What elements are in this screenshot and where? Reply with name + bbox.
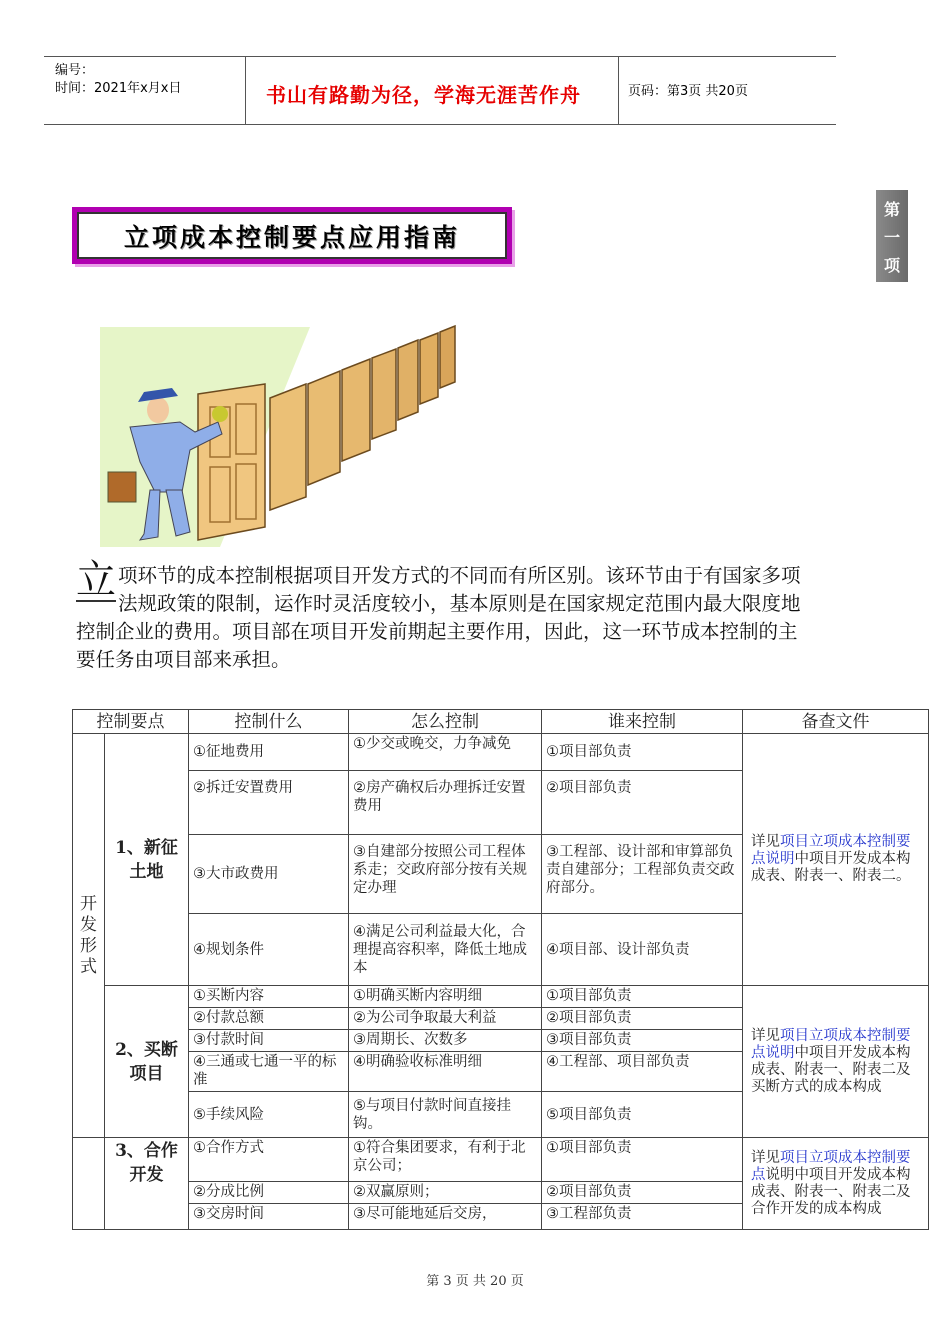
how-cell: ②房产确权后办理拆迁安置费用	[349, 771, 542, 835]
reference-cell-2	[743, 986, 929, 1138]
what-cell: ②分成比例	[189, 1182, 349, 1204]
table-row	[73, 986, 929, 1008]
ref-link[interactable]: 项目立项成本控制要点说明	[751, 1027, 911, 1061]
control-point-1: 1、新征土地	[105, 734, 189, 986]
reference-cell-3	[743, 1138, 929, 1230]
what-cell: ④规划条件	[189, 914, 349, 986]
header-motto: 书山有路勤为径，学海无涯苦作舟	[266, 83, 581, 107]
what-cell: ③付款时间	[189, 1030, 349, 1052]
who-cell: ③工程部负责	[542, 1204, 743, 1230]
what-cell: ⑤手续风险	[189, 1092, 349, 1138]
how-cell: ②双赢原则；	[349, 1182, 542, 1204]
table-row	[73, 1138, 929, 1182]
dev-type-cell-cont	[73, 1138, 105, 1230]
ref-text: 说明中项目开发成本构成表、附表一、附表二及合作开发的成本构成	[751, 1166, 911, 1217]
how-cell: ③周期长、次数多	[349, 1030, 542, 1052]
header-top-rule	[44, 56, 836, 57]
who-cell: ①项目部负责	[542, 986, 743, 1008]
side-tab-char: 第	[883, 199, 900, 219]
how-cell: ⑤与项目付款时间直接挂钩。	[349, 1092, 542, 1138]
what-cell: ②付款总额	[189, 1008, 349, 1030]
what-cell: ②拆迁安置费用	[189, 771, 349, 835]
header-control-point: 控制要点	[73, 710, 189, 734]
how-cell: ②为公司争取最大利益	[349, 1008, 542, 1030]
header-who: 谁来控制	[542, 710, 743, 734]
what-cell: ①合作方式	[189, 1138, 349, 1182]
what-cell: ③大市政费用	[189, 835, 349, 914]
page-title: 立项成本控制要点应用指南	[77, 212, 507, 259]
header-bottom-rule	[44, 124, 836, 125]
how-cell: ④明确验收标准明细	[349, 1052, 542, 1092]
header-divider	[245, 56, 246, 124]
reference-cell-1	[743, 734, 929, 986]
intro-paragraph	[76, 557, 816, 674]
who-cell: ④项目部、设计部负责	[542, 914, 743, 986]
ref-text: 中项目开发成本构成表、附表一、附表二及买断方式的成本构成	[751, 1044, 911, 1095]
who-cell: ②项目部负责	[542, 771, 743, 835]
how-cell: ①少交或晚交，力争减免	[349, 734, 542, 771]
intro-dropcap: 立	[76, 557, 116, 603]
table-header-row	[73, 710, 929, 734]
who-cell: ①项目部负责	[542, 1138, 743, 1182]
who-cell: ①项目部负责	[542, 734, 743, 771]
who-cell: ②项目部负责	[542, 1182, 743, 1204]
dev-type-cell	[73, 734, 105, 1138]
who-cell: ②项目部负责	[542, 1008, 743, 1030]
time-label: 时间：2021年x月x日	[55, 81, 182, 96]
who-cell: ③项目部负责	[542, 1030, 743, 1052]
page-label: 页码：第3页 共20页	[628, 84, 748, 99]
ref-text: 详见	[751, 834, 780, 850]
how-cell: ①符合集团要求，有利于北京公司；	[349, 1138, 542, 1182]
who-cell: ⑤项目部负责	[542, 1092, 743, 1138]
serial-label: 编号：	[55, 63, 95, 78]
page-footer: 第 3 页 共 20 页	[426, 1274, 524, 1289]
ref-text: 详见	[751, 1149, 780, 1166]
what-cell: ①买断内容	[189, 986, 349, 1008]
how-cell: ①明确买断内容明细	[349, 986, 542, 1008]
how-cell: ③自建部分按照公司工程体系走；交政府部分按有关规定办理	[349, 835, 542, 914]
header-reference: 备查文件	[743, 710, 929, 734]
who-cell: ④工程部、项目部负责	[542, 1052, 743, 1092]
section-side-tab	[876, 190, 908, 282]
intro-text: 项环节的成本控制根据项目开发方式的不同而有所区别。该环节由于有国家多项法规政策的限制，运作时灵活度较小，基本原则是在国家规定范围内最大限度地控制企业的费用。项目部在项目开发前期起主要作用，因此，这一环节成本控制的主要任务由项目部来承担。	[76, 564, 801, 671]
ref-link[interactable]: 项目立项成本控制要点	[751, 1149, 911, 1183]
ref-text: 详见	[751, 1027, 780, 1044]
ref-text: 中项目开发成本构成表、附表一、附表二。	[751, 851, 911, 884]
ref-link[interactable]: 项目立项成本控制要点说明	[751, 834, 911, 867]
page-title-frame	[72, 207, 512, 264]
what-cell: ①征地费用	[189, 734, 349, 771]
header-how: 怎么控制	[349, 710, 542, 734]
side-tab-char: 项	[883, 255, 900, 275]
header-divider	[618, 56, 619, 124]
how-cell: ③尽可能地延后交房，	[349, 1204, 542, 1230]
doors-illustration	[100, 322, 470, 547]
how-cell: ④满足公司利益最大化，合理提高容积率，降低土地成本	[349, 914, 542, 986]
what-cell: ③交房时间	[189, 1204, 349, 1230]
dev-type-label: 开发形式	[80, 893, 97, 977]
table-row	[73, 734, 929, 771]
side-tab-char: 一	[883, 227, 900, 247]
what-cell: ④三通或七通一平的标准	[189, 1052, 349, 1092]
control-point-3: 3、合作开发	[105, 1138, 189, 1230]
header-what: 控制什么	[189, 710, 349, 734]
cost-control-table	[72, 709, 929, 1230]
control-point-2: 2、买断项目	[105, 986, 189, 1138]
who-cell: ③工程部、设计部和审算部负责自建部分；工程部负责交政府部分。	[542, 835, 743, 914]
